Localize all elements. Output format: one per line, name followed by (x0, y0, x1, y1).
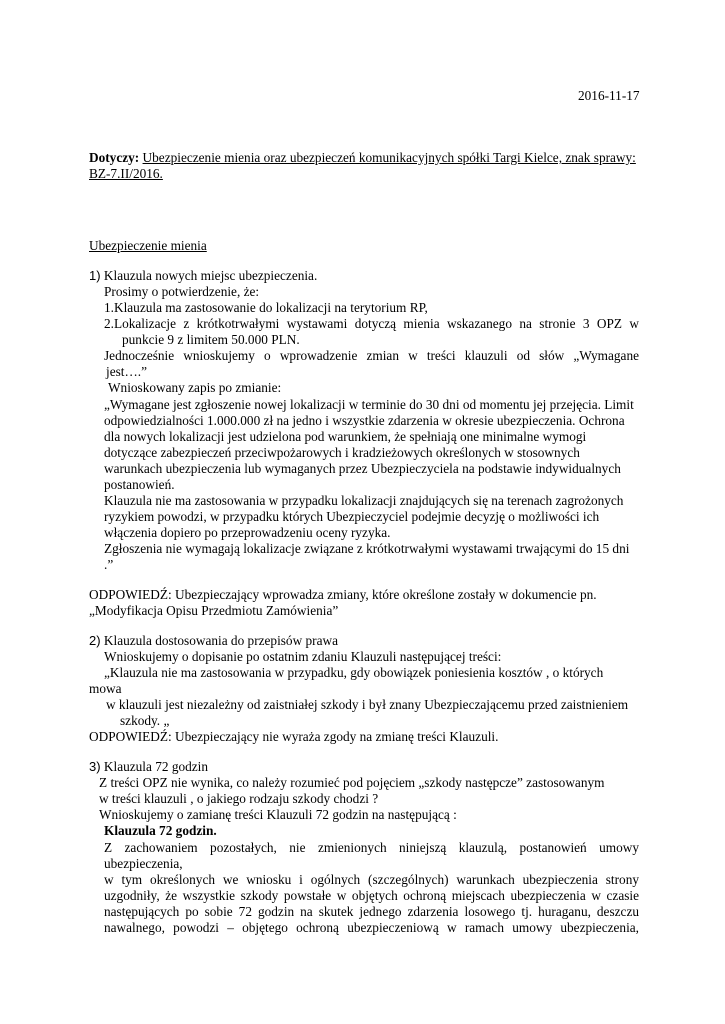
item1-quote-line: Zgłoszenia nie wymagają lokalizacje związane z krótkotrwałymi wystawami trwającymi do 15 dni (104, 541, 630, 556)
item3-line: uzgodniły, że wszystkie szkody powstałe w objętych ochroną miejscach ubezpieczenia w czasie (104, 888, 639, 903)
subject-line-2: BZ-7.II/2016. (89, 166, 163, 181)
item2-line: szkody. „ (120, 713, 170, 728)
item3-line: Wnioskujemy o zamianę treści Klauzuli 72 godzin na następującą : (99, 807, 457, 822)
item1-line: punkcie 9 z limitem 50.000 PLN. (122, 332, 300, 347)
item3-title: Klauzula 72 godzin (103, 759, 209, 774)
item3-line: w treści klauzuli , o jakiego rodzaju szkody chodzi ? (99, 791, 379, 806)
item3-line: następujących po sobie 72 godzin na skutek jednego zdarzenia losowego tj. huraganu, deszczu (104, 904, 639, 919)
item3-heading (89, 759, 208, 775)
item1-quote-line: odpowiedzialności 1.000.000 zł na jedno i wszystkie zdarzenia w okresie ubezpieczenia. Ochrona (104, 413, 625, 428)
subject-label: Dotyczy: (89, 150, 140, 165)
item2-line: mowa (89, 681, 122, 696)
item1-number: 1) (89, 268, 101, 283)
item1-quote-line: Klauzula nie ma zastosowania w przypadku lokalizacji znajdujących się na terenach zagrożonych (104, 493, 624, 508)
document-date: 2016-11-17 (578, 88, 640, 103)
item1-line: Prosimy o potwierdzenie, że: (104, 284, 260, 299)
item1-line: 2.Lokalizacje z krótkotrwałymi wystawami dotyczą mienia wskazanego na stronie 3 OPZ w (104, 316, 639, 331)
subject-text: Ubezpieczenie mienia oraz ubezpieczeń komunikacyjnych spółki Targi Kielce, znak sprawy: (142, 150, 636, 165)
item2-line: „Klauzula nie ma zastosowania w przypadku, gdy obowiązek poniesienia kosztów , o których (104, 665, 604, 680)
item3-line: Z zachowaniem pozostałych, nie zmienionych niniejszą klauzulą, postanowień umowy (104, 840, 639, 855)
item2-number: 2) (89, 633, 101, 648)
item3-line: Z treści OPZ nie wynika, co należy rozumieć pod pojęciem „szkody następcze” zastosowanym (99, 775, 605, 790)
item2-heading (89, 633, 338, 649)
item3-line: w tym określonych we wniosku i ogólnych (szczególnych) warunkach ubezpieczenia strony (104, 872, 639, 887)
section-title: Ubezpieczenie mienia (89, 238, 207, 253)
item3-line: nawalnego, powodzi – objętego ochroną ubezpieczeniową w ramach umowy ubezpieczenia, (104, 920, 639, 935)
item1-answer: „Modyfikacja Opisu Przedmiotu Zamówienia” (89, 603, 339, 618)
item1-quote-line: dla nowych lokalizacji jest udzielona pod warunkiem, że spełniają one minimalne wymogi (104, 429, 587, 444)
item3-line: ubezpieczenia, (104, 856, 183, 871)
item1-title: Klauzula nowych miejsc ubezpieczenia. (103, 268, 318, 283)
item1-quote-line: warunkach ubezpieczenia lub wymaganych przez Ubezpieczyciela na podstawie indywidualnych (104, 461, 621, 476)
item3-number: 3) (89, 759, 101, 774)
item2-line: Wnioskujemy o dopisanie po ostatnim zdaniu Klauzuli następującej treści: (104, 649, 502, 664)
item1-line: jest….” (106, 364, 147, 379)
item1-quote-line: postanowień. (104, 477, 175, 492)
item2-title: Klauzula dostosowania do przepisów prawa (103, 633, 338, 648)
item1-quote-line: .” (104, 557, 114, 572)
item1-quote-line: „Wymagane jest zgłoszenie nowej lokalizacji w terminie do 30 dni od momentu jej przejęcia. Limit (104, 397, 634, 412)
item1-answer: ODPOWIEDŹ: Ubezpieczający wprowadza zmiany, które określone zostały w dokumencie pn. (89, 587, 597, 602)
item1-line: Wnioskowany zapis po zmianie: (108, 380, 282, 395)
item1-quote-line: włączenia dopiero po przeprowadzeniu oceny ryzyka. (104, 525, 391, 540)
item1-quote-line: ryzykiem powodzi, w przypadku których Ubezpieczyciel podejmie decyzję o możliwości ich (104, 509, 600, 524)
subject-line-1 (89, 150, 639, 166)
item1-quote-line: dotyczące zabezpieczeń przeciwpożarowych i kradzieżowych określonych w stosownych (104, 445, 580, 460)
item2-line: w klauzuli jest niezależny od zaistniałej szkody i był znany Ubezpieczającemu przed zaistnieniem (106, 697, 629, 712)
item2-answer: ODPOWIEDŹ: Ubezpieczający nie wyraża zgody na zmianę treści Klauzuli. (89, 729, 499, 744)
item1-heading (89, 268, 317, 284)
item1-line: Jednocześnie wnioskujemy o wprowadzenie zmian w treści klauzuli od słów „Wymagane (104, 348, 639, 363)
item3-clause-title: Klauzula 72 godzin. (104, 823, 217, 838)
item1-line: 1.Klauzula ma zastosowanie do lokalizacji na terytorium RP, (104, 300, 428, 315)
